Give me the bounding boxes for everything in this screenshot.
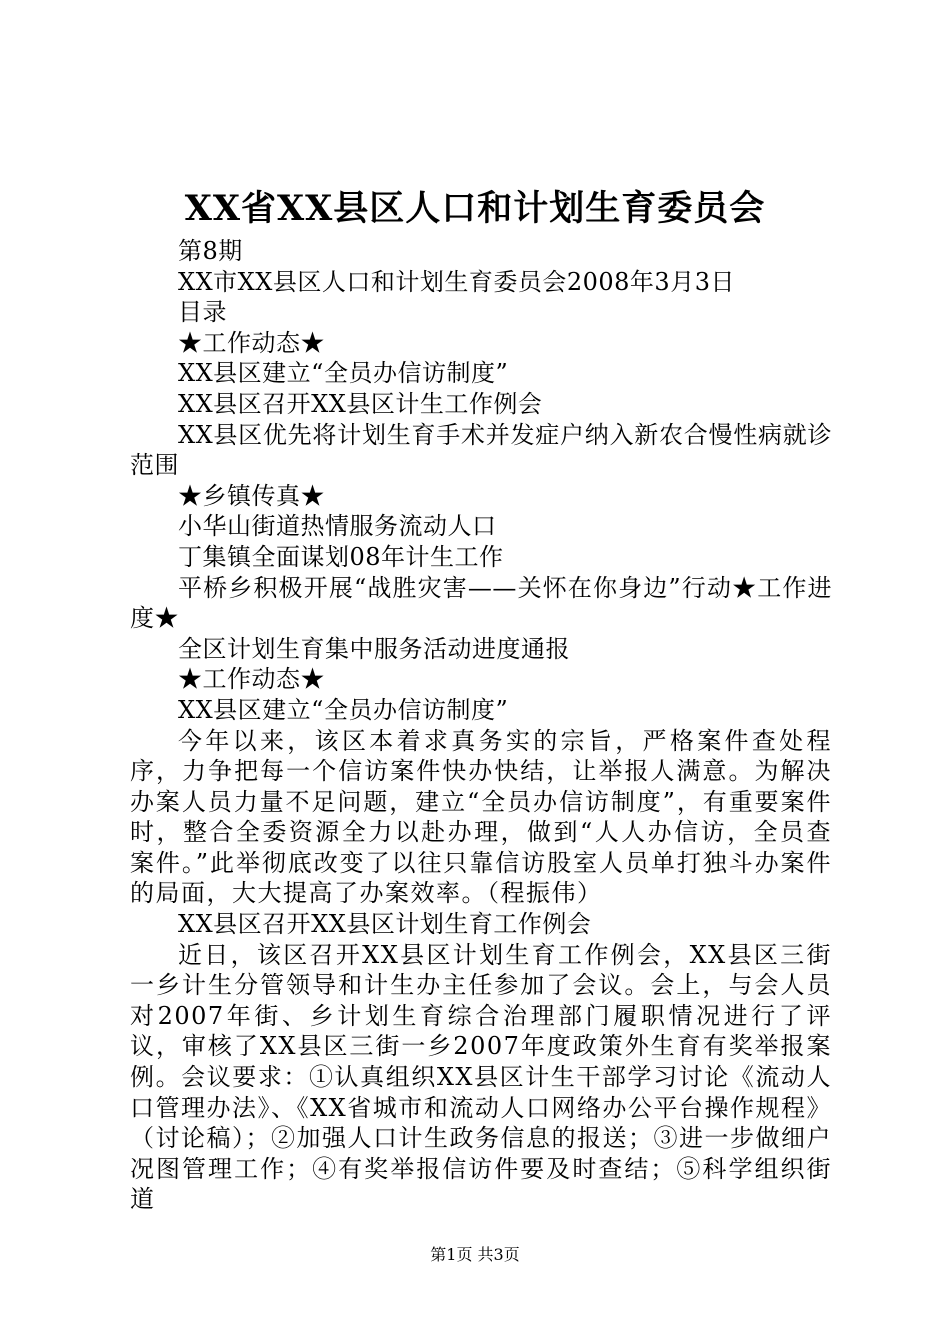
article-paragraph: 今年以来，该区本着求真务实的宗旨，严格案件查处程序，力争把每一个信访案件快办快结，让举报人满意。为解决办案人员力量不足问题，建立“全员办信访制度”，有重要案件时，整合全委资源全力以赴办理，做到“人人办信访，全员查案件。”此举彻底改变了以往只靠信访股室人员单打独斗办案件的局面，大大提高了办案效率。（程振伟） xyxy=(130,726,832,908)
document-body xyxy=(130,236,832,1215)
page-footer: 第1页 共3页 xyxy=(430,1245,520,1264)
toc-section-heading: ★乡镇传真★ xyxy=(178,481,325,510)
toc-label: 目录 xyxy=(178,298,227,327)
toc-section-heading: ★工作动态★ xyxy=(178,328,325,357)
section-heading: ★工作动态★ xyxy=(178,665,325,694)
toc-item: 平桥乡积极开展“战胜灾害——关怀在你身边”行动★工作进度★ xyxy=(130,573,832,633)
article-title: XX县区建立“全员办信访制度” xyxy=(178,695,509,724)
document-title: XX省XX县区人口和计划生育委员会 xyxy=(184,188,766,229)
toc-item: XX县区建立“全员办信访制度” xyxy=(178,359,509,388)
article-title: XX县区召开XX县区计划生育工作例会 xyxy=(178,910,592,939)
toc-item: 全区计划生育集中服务活动进度通报 xyxy=(178,634,570,663)
article-paragraph: 近日，该区召开XX县区计划生育工作例会，XX县区三街一乡计生分管领导和计生办主任参加了会议。会上，与会人员对2007年街、乡计划生育综合治理部门履职情况进行了评议，审核了XX县区三街一乡2007年度政策外生育有奖举报案例。会议要求：①认真组织XX县区计生干部学习讨论《流动人口管理办法》、《XX省城市和流动人口网络办公平台操作规程》（讨论稿）；②加强人口计生政务信息的报送；③进一步做细户况图管理工作；④有奖举报信访件要及时查结；⑤科学组织街道 xyxy=(130,940,832,1214)
toc-item: 小华山街道热情服务流动人口 xyxy=(178,512,497,541)
toc-item: XX县区优先将计划生育手术并发症户纳入新农合慢性病就诊范围 xyxy=(130,420,832,480)
issue-number: 第8期 xyxy=(178,237,243,265)
toc-item: 丁集镇全面谋划08年计生工作 xyxy=(178,542,504,571)
toc-item: XX县区召开XX县区计生工作例会 xyxy=(178,389,543,418)
publisher-date: XX市XX县区人口和计划生育委员会2008年3月3日 xyxy=(178,267,735,296)
